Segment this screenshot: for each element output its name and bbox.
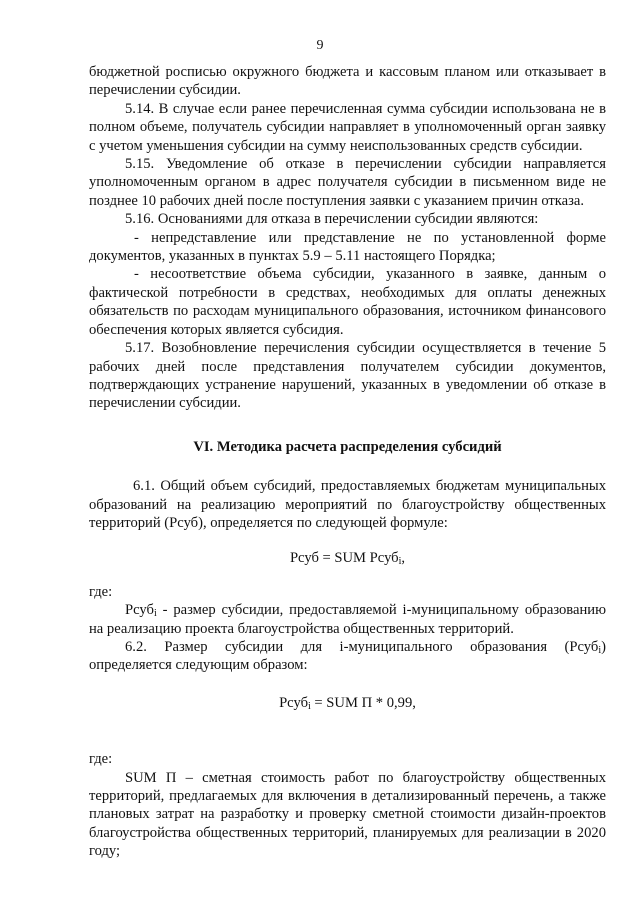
definition-sum-p: SUM П – сметная стоимость работ по благоустройству общественных территорий, предлагаемых для включения в детализированный перечень, а также плановых затрат на разработку и проверку сметной стоимости дизайн-проектов благоустройства общественных территорий, планируемых для реализации в 2020 году; [89,769,606,860]
definition-text: - размер субсидии, предоставляемой i-муниципальному образованию на реализацию проекта благоустройства общественных территорий. [89,602,606,637]
paragraph-continuation: бюджетной росписью окружного бюджета и кассовым планом или отказывает в перечислении субсидии. [89,64,606,99]
where-label: где: [89,583,113,600]
paragraph-5-17: 5.17. Возобновление перечисления субсидии осуществляется в течение 5 рабочих дней после представления получателем субсидии документов, подтверждающих устранение нарушений, указанных в уведомлении об отказе в перечислении субсидии. [89,340,606,412]
section-heading: VI. Методика расчета распределения субсидий [193,438,502,455]
formula-tail: , [401,550,406,567]
formula-term: Рсуб [279,694,308,711]
document-body [89,63,606,861]
list-item-refusal-2: - несоответствие объема субсидии, указанного в заявке, данным о фактической потребности в средствах, необходимых для оплаты денежных обязательств по расходам муниципального образования, источником финансового обеспечения которых является субсидия. [89,266,606,338]
paragraph-6-2 [89,638,606,675]
term: Рсуб [125,602,154,619]
formula-subscript: i [398,556,402,568]
where-label-2: где: [89,751,113,768]
paragraph-6-1: 6.1. Общий объем субсидий, предоставляемых бюджетам муниципальных образований на реализацию мероприятий по благоустройству общественных территорий (Рсуб), определяется по следующей формуле: [89,478,606,531]
paragraph-5-15: 5.15. Уведомление об отказе в перечислении субсидии направляется уполномоченным органом в адрес получателя субсидии в письменном виде не позднее 10 рабочих дней после поступления заявки с указанием причин отказа. [89,156,606,209]
list-item-refusal-1: - непредставление или представление не по установленной форме документов, указанных в пунктах 5.9 – 5.11 настоящего Порядка; [89,229,606,265]
formula-text: Рсуб = SUM Рсуб [289,550,399,567]
definition-rsub-i [89,601,606,638]
page-number: 9 [316,38,324,53]
paragraph-text: 6.2. Размер субсидии для i-муниципального образования (Рсуб [125,638,599,655]
term-subscript: i [598,644,602,656]
paragraph-5-14: 5.14. В случае если ранее перечисленная сумма субсидии использована не в полном объеме, получатель субсидии направляет в уполномоченный орган заявку с учетом уменьшения субсидии на сумму неиспользованных средств субсидии. [89,100,606,154]
paragraph-tail: ) определяется следующим образом: [89,638,606,674]
formula-rhs: = SUM П * 0,99, [310,694,416,711]
formula-total-subsidy [89,549,606,567]
formula-subscript: i [308,700,311,712]
paragraph-5-16: 5.16. Основаниями для отказа в перечислении субсидии являются: [125,211,539,228]
term-subscript: i [153,608,157,620]
formula-municipal-subsidy [89,694,606,712]
